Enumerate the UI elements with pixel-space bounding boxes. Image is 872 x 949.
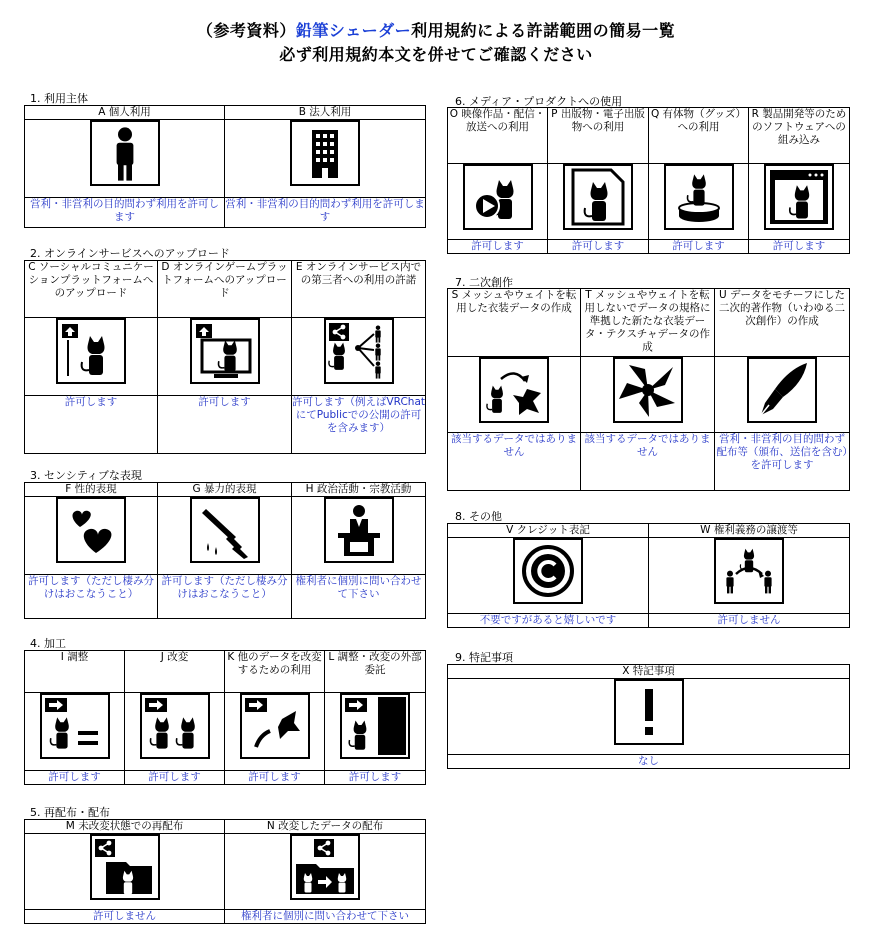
item-status-k: 許可します: [225, 771, 325, 785]
modify-icon: [140, 693, 210, 759]
hearts-icon: [56, 497, 126, 563]
item-label-i: I 調整: [25, 651, 125, 693]
upload-cat-icon: [56, 318, 126, 384]
item-status-q: 許可します: [649, 240, 749, 254]
podium-icon: [324, 497, 394, 563]
section-title-media: 6. メディア・プロダクトへの使用: [455, 95, 623, 108]
item-status-o: 許可します: [448, 240, 548, 254]
item-status-u: 営利・非営利の目的問わず配布等（頒布、送信を含む）を許可します: [715, 433, 850, 491]
item-status-i: 許可します: [25, 771, 125, 785]
item-status-f: 許可します（ただし棲み分けはおこなうこと）: [25, 575, 158, 619]
upload-monitor-cat-icon: [190, 318, 260, 384]
page-subtitle: 必ず利用規約本文を併せてご確認ください: [279, 45, 593, 64]
share-people-icon: [324, 318, 394, 384]
item-label-f: F 性的表現: [25, 483, 158, 497]
item-status-m: 許可しません: [25, 910, 225, 924]
section-title-other: 8. その他: [455, 510, 502, 523]
item-label-o: O 映像作品・配信・放送への利用: [448, 108, 548, 164]
item-status-v: 不要ですがあると嬉しいです: [448, 614, 649, 628]
distribution-table: [24, 819, 426, 924]
item-label-q: Q 有体物（グッズ）への利用: [649, 108, 749, 164]
item-label-w: W 権利義務の譲渡等: [649, 524, 850, 538]
item-label-a: A 個人利用: [25, 106, 225, 120]
section-title-processing: 4. 加工: [30, 637, 66, 650]
item-status-r: 許可します: [749, 240, 850, 254]
item-label-c: C ソーシャルコミュニケーションプラットフォームへのアップロード: [25, 261, 158, 318]
item-status-g: 許可します（ただし棲み分けはおこなうこと）: [158, 575, 292, 619]
processing-table: [24, 650, 426, 785]
item-label-n: N 改変したデータの配布: [225, 820, 426, 834]
item-status-b: 営利・非営利の目的問わず利用を許可します: [225, 198, 426, 228]
transfer-icon: [714, 538, 784, 604]
item-status-a: 営利・非営利の目的問わず利用を許可します: [25, 198, 225, 228]
redistribute-icon: [90, 834, 160, 900]
adjust-icon: [40, 693, 110, 759]
item-label-j: J 改変: [125, 651, 225, 693]
item-label-r: R 製品開発等のためのソフトウェアへの組み込み: [749, 108, 850, 164]
section-title-derivative: 7. 二次創作: [455, 276, 513, 289]
section-title-sensitive: 3. センシティブな表現: [30, 469, 142, 482]
person-icon: [90, 120, 160, 186]
reuse-icon: [240, 693, 310, 759]
page-title: （参考資料）鉛筆シェーダー利用規約による許諾範囲の簡易一覧: [196, 21, 676, 40]
usage-table: [24, 105, 426, 228]
item-label-t: T メッシュやウェイトを転用しないでデータの規格に準拠した新たな衣装データ・テクスチャデータの作成: [581, 289, 715, 357]
section-title-notes: 9. 特記事項: [455, 651, 513, 664]
pen-nib-icon: [747, 357, 817, 423]
item-status-d: 許可します: [158, 396, 292, 454]
item-label-d: D オンラインゲームプラットフォームへのアップロード: [158, 261, 292, 318]
item-label-k: K 他のデータを改変するための利用: [225, 651, 325, 693]
exclamation-icon: [614, 679, 684, 745]
item-label-v: V クレジット表記: [448, 524, 649, 538]
item-label-m: M 未改変状態での再配布: [25, 820, 225, 834]
item-label-s: S メッシュやウェイトを転用した衣装データの作成: [448, 289, 581, 357]
item-status-t: 該当するデータではありません: [581, 433, 715, 491]
item-status-l: 許可します: [325, 771, 426, 785]
other-table: [447, 523, 850, 628]
section-title-distribution: 5. 再配布・配布: [30, 806, 110, 819]
item-status-s: 該当するデータではありません: [448, 433, 581, 491]
convert-icon: [479, 357, 549, 423]
item-label-h: H 政治活動・宗教活動: [292, 483, 426, 497]
item-label-x: X 特記事項: [448, 665, 850, 679]
section-title-upload: 2. オンラインサービスへのアップロード: [30, 247, 230, 260]
copyright-icon: [513, 538, 583, 604]
derivative-table: [447, 288, 850, 491]
item-label-g: G 暴力的表現: [158, 483, 292, 497]
media-table: [447, 107, 850, 254]
flower-icon: [613, 357, 683, 423]
section-title-usage: 1. 利用主体: [30, 92, 88, 105]
software-window-icon: [764, 164, 834, 230]
distribute-modified-icon: [290, 834, 360, 900]
item-status-h: 権利者に個別に問い合わせて下さい: [292, 575, 426, 619]
item-status-n: 権利者に個別に問い合わせて下さい: [225, 910, 426, 924]
item-status-x: なし: [448, 755, 850, 769]
item-status-c: 許可します: [25, 396, 158, 454]
item-label-u: U データをモチーフにした二次的著作物（いわゆる二次創作）の作成: [715, 289, 850, 357]
knife-icon: [190, 497, 260, 563]
figure-icon: [664, 164, 734, 230]
item-status-p: 許可します: [548, 240, 649, 254]
upload-table: [24, 260, 426, 454]
item-label-p: P 出版物・電子出版物への利用: [548, 108, 649, 164]
outsource-icon: [340, 693, 410, 759]
notes-table: [447, 664, 850, 769]
item-status-e: 許可します（例えばVRChatにてPublicでの公開の許可を含みます）: [292, 396, 426, 454]
item-status-j: 許可します: [125, 771, 225, 785]
building-icon: [290, 120, 360, 186]
video-cat-icon: [463, 164, 533, 230]
publication-icon: [563, 164, 633, 230]
item-label-e: E オンラインサービス内での第三者への利用の許諾: [292, 261, 426, 318]
item-label-b: B 法人利用: [225, 106, 426, 120]
item-status-w: 許可しません: [649, 614, 850, 628]
product-name: 鉛筆シェーダー: [295, 21, 412, 40]
sensitive-table: [24, 482, 426, 619]
item-label-l: L 調整・改変の外部委託: [325, 651, 426, 693]
